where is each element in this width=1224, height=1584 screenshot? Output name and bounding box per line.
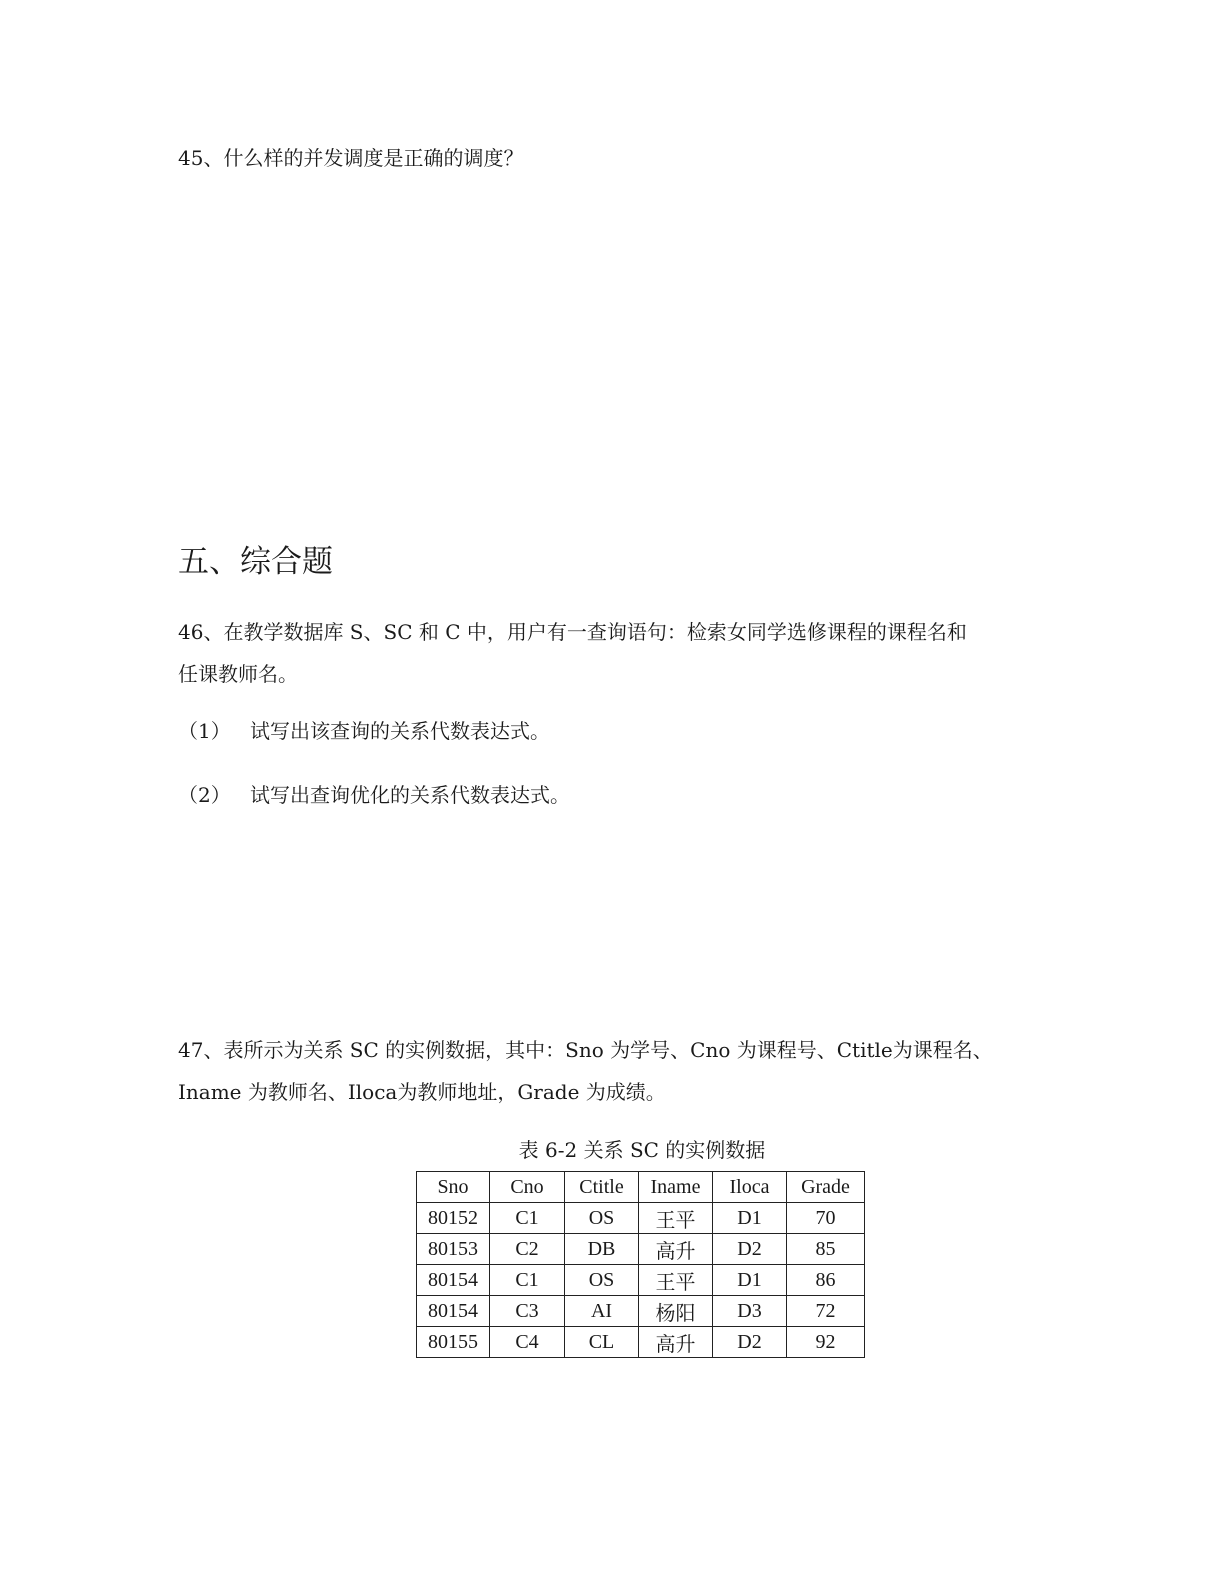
- table-cell: AI: [565, 1296, 639, 1327]
- table-cell: C1: [490, 1203, 565, 1234]
- table-cell: 80152: [417, 1203, 490, 1234]
- table-cell: OS: [565, 1265, 639, 1296]
- question-46-line-2: 任课教师名。: [178, 662, 298, 686]
- section-title: 五、综合题: [178, 544, 333, 580]
- table-cell: 王平: [639, 1203, 713, 1234]
- table-cell: 85: [787, 1234, 865, 1265]
- table-cell: 72: [787, 1296, 865, 1327]
- question-46-line-1: 46、在教学数据库 S、SC 和 C 中，用户有一查询语句：检索女同学选修课程的课程名和: [178, 620, 967, 644]
- table-cell: 86: [787, 1265, 865, 1296]
- question-46-item-1: [178, 717, 550, 745]
- table-cell: D2: [713, 1234, 787, 1265]
- table-row: [417, 1203, 865, 1234]
- question-46-item-2: [178, 781, 570, 809]
- table-cell: 70: [787, 1203, 865, 1234]
- column-header: Cno: [490, 1172, 565, 1203]
- table-caption: 表 6-2 关系 SC 的实例数据: [518, 1138, 766, 1162]
- table-cell: 92: [787, 1327, 865, 1358]
- table-cell: 80153: [417, 1234, 490, 1265]
- item-text: 试写出查询优化的关系代数表达式。: [250, 783, 570, 807]
- question-45: 45、什么样的并发调度是正确的调度？: [178, 146, 524, 170]
- table-cell: OS: [565, 1203, 639, 1234]
- question-47-line-1: 47、表所示为关系 SC 的实例数据，其中：Sno 为学号、Cno 为课程号、Ctitle为课程名、: [178, 1038, 993, 1062]
- column-header: Grade: [787, 1172, 865, 1203]
- sc-table: [416, 1171, 865, 1358]
- column-header: Iname: [639, 1172, 713, 1203]
- table-cell: C1: [490, 1265, 565, 1296]
- table-cell: 80154: [417, 1296, 490, 1327]
- table-row: [417, 1296, 865, 1327]
- table-header-row: [417, 1172, 865, 1203]
- table-row: [417, 1327, 865, 1358]
- table-cell: 王平: [639, 1265, 713, 1296]
- column-header: Sno: [417, 1172, 490, 1203]
- table-cell: 杨阳: [639, 1296, 713, 1327]
- item-number: （2）: [178, 783, 231, 807]
- table-row: [417, 1234, 865, 1265]
- table-cell: D1: [713, 1203, 787, 1234]
- table-cell: 高升: [639, 1234, 713, 1265]
- column-header: Iloca: [713, 1172, 787, 1203]
- item-number: （1）: [178, 719, 231, 743]
- table-cell: C3: [490, 1296, 565, 1327]
- column-header: Ctitle: [565, 1172, 639, 1203]
- table-cell: 80154: [417, 1265, 490, 1296]
- table-cell: DB: [565, 1234, 639, 1265]
- table-cell: 高升: [639, 1327, 713, 1358]
- table-cell: D3: [713, 1296, 787, 1327]
- table-cell: 80155: [417, 1327, 490, 1358]
- item-text: 试写出该查询的关系代数表达式。: [250, 719, 550, 743]
- table-cell: C2: [490, 1234, 565, 1265]
- table-cell: CL: [565, 1327, 639, 1358]
- table-cell: C4: [490, 1327, 565, 1358]
- table-cell: D2: [713, 1327, 787, 1358]
- table-cell: D1: [713, 1265, 787, 1296]
- table-row: [417, 1265, 865, 1296]
- question-47-line-2: Iname 为教师名、Iloca为教师地址，Grade 为成绩。: [178, 1080, 666, 1104]
